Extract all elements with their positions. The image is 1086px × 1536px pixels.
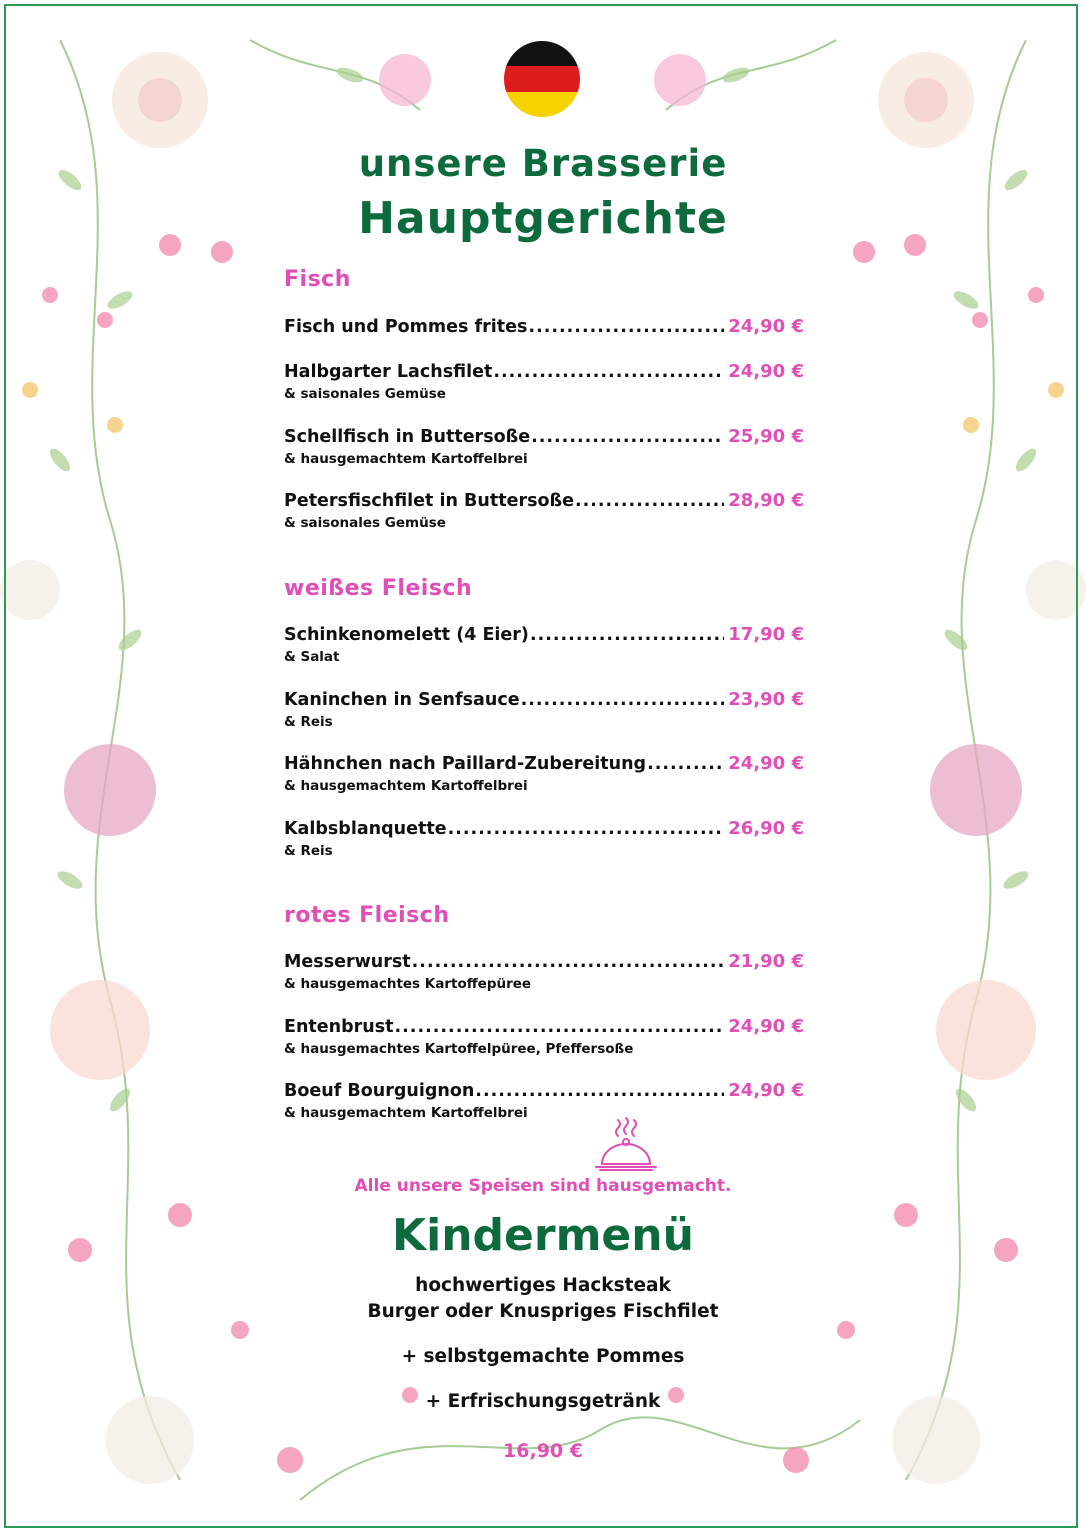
menu-item (284, 490, 804, 531)
menu-item (284, 316, 804, 340)
menu-item (284, 689, 804, 730)
item-side: & Reis (284, 843, 333, 859)
item-name: Entenbrust (284, 1017, 394, 1037)
item-name: Kaninchen in Senfsauce (284, 690, 520, 710)
section-title-weisses-fleisch: weißes Fleisch (284, 576, 473, 601)
item-name: Kalbsblanquette (284, 819, 447, 839)
menu-item (284, 951, 804, 992)
item-side: & hausgemachtem Kartoffelbrei (284, 778, 528, 794)
item-name: Petersfischfilet in Buttersoße (284, 491, 574, 511)
homemade-note: Alle unsere Speisen sind hausgemacht. (354, 1176, 732, 1196)
item-side: & hausgemachtem Kartoffelbrei (284, 451, 528, 467)
item-side: & Salat (284, 649, 340, 665)
menu-item (284, 624, 804, 665)
item-side: & hausgemachtes Kartoffepüree (284, 976, 532, 992)
item-price: 24,90 € (728, 1016, 804, 1037)
menu-item (284, 361, 804, 402)
item-side: & saisonales Gemüse (284, 386, 446, 402)
item-side: & hausgemachtem Kartoffelbrei (284, 1105, 528, 1121)
item-price: 23,90 € (728, 689, 804, 710)
germany-flag-icon (504, 41, 580, 117)
section-title-fisch: Fisch (284, 267, 351, 292)
item-name: Boeuf Bourguignon (284, 1081, 475, 1101)
food-cloche-icon (594, 1114, 658, 1176)
kids-menu-line: + Erfrischungsgetränk (425, 1391, 661, 1412)
item-price: 25,90 € (728, 426, 804, 447)
item-side: & saisonales Gemüse (284, 515, 446, 531)
item-price: 21,90 € (728, 951, 804, 972)
item-side: & Reis (284, 714, 333, 730)
item-price: 24,90 € (728, 361, 804, 382)
item-side: & hausgemachtes Kartoffelpüree, Pfeffersoße (284, 1041, 634, 1057)
section-title-rotes-fleisch: rotes Fleisch (284, 903, 450, 928)
kids-menu-price: 16,90 € (503, 1440, 583, 1462)
item-name: Messerwurst (284, 952, 411, 972)
item-price: 26,90 € (728, 818, 804, 839)
item-price: 24,90 € (728, 316, 804, 337)
menu-item (284, 1016, 804, 1057)
item-name: Hähnchen nach Paillard-Zubereitung (284, 754, 647, 774)
page-title: Hauptgerichte (358, 193, 728, 244)
kids-menu-line: Burger oder Knuspriges Fischfilet (367, 1301, 719, 1322)
item-price: 17,90 € (728, 624, 804, 645)
menu-item (284, 1080, 804, 1121)
kids-menu-title: Kindermenü (392, 1210, 694, 1261)
item-name: Fisch und Pommes frites (284, 317, 528, 337)
kids-menu-line: hochwertiges Hacksteak (415, 1275, 671, 1296)
item-name: Halbgarter Lachsfilet (284, 362, 493, 382)
item-price: 28,90 € (728, 490, 804, 511)
menu-item (284, 818, 804, 859)
item-name: Schellfisch in Buttersoße (284, 427, 531, 447)
restaurant-title: unsere Brasserie (358, 142, 728, 185)
kids-menu-line: + selbstgemachte Pommes (401, 1346, 685, 1367)
item-price: 24,90 € (728, 753, 804, 774)
item-name: Schinkenomelett (4 Eier) (284, 625, 529, 645)
item-price: 24,90 € (728, 1080, 804, 1101)
menu-item (284, 426, 804, 467)
menu-item (284, 753, 804, 794)
